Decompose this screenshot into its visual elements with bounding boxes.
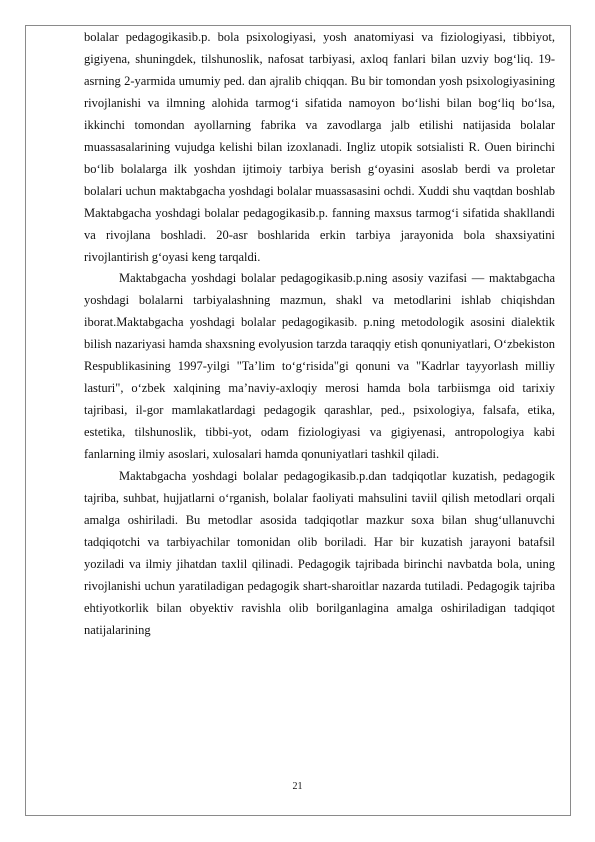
paragraph-2: Maktabgacha yoshdagi bolalar pedagogikasib.p.ning asosiy vazifasi — maktabgacha yoshdagi bolalarni tarbiyalashning mazmun, shakl va metodlarini ishlab chiqishdan iborat.Maktabgacha yoshdagi bolalar pedagogikasib. p.ning metodologik asosini dialektik bilish nazariyasi hamda shaxsning evolyusion tarzda taraqqiy etish qonuniyatlari, O‘zbekiston Respublikasining 1997-yilgi "Ta’lim to‘g‘risida"gi qonuni va "Kadrlar tayyorlash milliy lasturi", o‘zbek xalqining ma’naviy-axloqiy merosi hamda bola tarbiismga oid tarixiy tajribasi, il-gor mamlakatlardagi pedagogik qarashlar, ped., psixologiya, falsafa, etika, estetika, tilshunoslik, tibbi-yot, odam fiziologiyasi va gigiyenasi, antropologiya kabi fanlarning ilmiy asoslari, xulosalari hamda qonuniyatlari tashkil qiladi.	[84, 271, 555, 462]
page-number: 21	[292, 781, 303, 792]
paragraph-1: bolalar pedagogikasib.p. bola psixologiyasi, yosh anatomiyasi va fiziologiyasi, tibbiyot, gigiyena, shuningdek, tilshunoslik, nafosat tarbiyasi, axloq fanlari bilan uzviy bog‘liq. 19-asrning 2-yarmida umumiy ped. dan ajralib chiqqan. Bu bir tomondan yosh psixologiyasining rivojlanishi va ilmning alohida tarmog‘i sifatida namoyon bo‘lishi bilan bog‘liq bo‘lsa, ikkinchi tomondan ayollarning fabrika va zavodlarga jalb etilishi natijasida bolalar muassasalarining vujudga kelishi bilan izoxlanadi. Ingliz utopik sotsialisti R. Ouen birinchi bo‘lib bolalarga ilk yoshdan ijtimoiy tarbiya berish g‘oyasini asoslab berdi va proletar bolalari uchun maktabgacha yoshdagi bolalar muassasasini ochdi. Xuddi shu vaqtdan boshlab Maktabgacha yoshdagi bolalar pedagogikasib.p. fanning maxsus tarmog‘i sifatida shakllandi va rivojlana boshladi. 20-asr boshlarida erkin tarbiya jarayonida bola shaxsiyatini rivojlantirish g‘oyasi keng tarqaldi.	[84, 30, 555, 264]
document-body	[84, 27, 555, 642]
paragraph-3: Maktabgacha yoshdagi bolalar pedagogikasib.p.dan tadqiqotlar kuzatish, pedagogik tajriba, suhbat, hujjatlarni o‘rganish, bolalar faoliyati mahsulini taviil qilish metodlari orqali amalga oshiriladi. Bu metodlar asosida tadqiqotlar mazkur soxa bilan shug‘ullanuvchi tadqiqotchi va tarbiyachilar tomonidan olib boriladi. Har bir kuzatish jarayoni batafsil yoziladi va ilmiy jihatdan taxlil qilinadi. Pedagogik tajribada birinchi navbatda bola, uning rivojlanishi uchun yaratiladigan pedagogik shart-sharoitlar nazarda tutiladi. Pedagogik tajriba ehtiyotkorlik bilan obyektiv ravishla olib borilganlagina amalga oshiriladigan tadqiqot natijalarining	[84, 469, 555, 637]
